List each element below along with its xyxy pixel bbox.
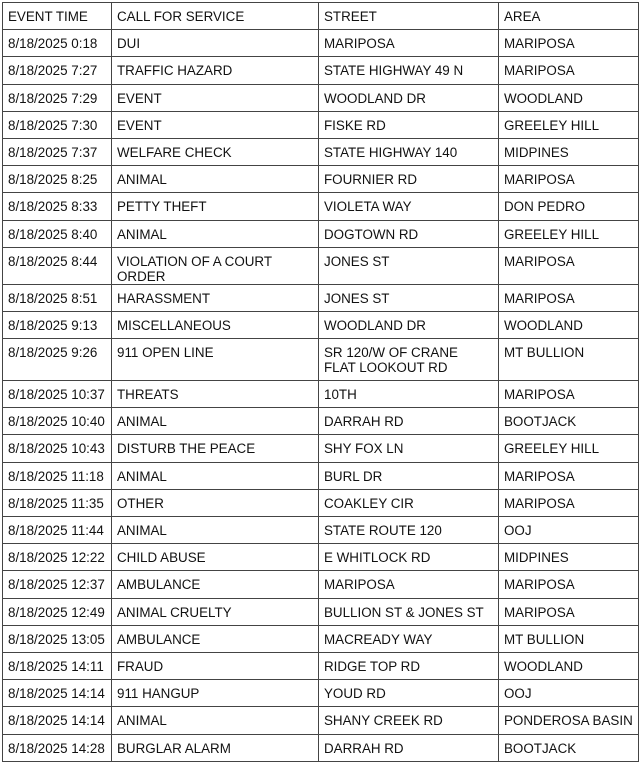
cell-area: MARIPOSA xyxy=(499,247,639,284)
cell-event-time: 8/18/2025 8:25 xyxy=(3,166,112,193)
cell-area: BOOTJACK xyxy=(499,734,639,761)
cell-call-for-service: AMBULANCE xyxy=(112,625,319,652)
cell-event-time: 8/18/2025 8:44 xyxy=(3,247,112,284)
table-row xyxy=(3,311,639,338)
header-event-time: EVENT TIME xyxy=(3,3,112,30)
cell-call-for-service: EVENT xyxy=(112,111,319,138)
cell-event-time: 8/18/2025 7:30 xyxy=(3,111,112,138)
cell-call-for-service: ANIMAL xyxy=(112,707,319,734)
cell-call-for-service: ANIMAL xyxy=(112,408,319,435)
cell-call-for-service: DISTURB THE PEACE xyxy=(112,435,319,462)
cell-event-time: 8/18/2025 13:05 xyxy=(3,625,112,652)
table-row xyxy=(3,284,639,311)
call-log-table xyxy=(2,2,639,762)
cell-area: OOJ xyxy=(499,680,639,707)
cell-event-time: 8/18/2025 10:40 xyxy=(3,408,112,435)
cell-call-for-service: DUI xyxy=(112,30,319,57)
table-row xyxy=(3,544,639,571)
cell-area: MARIPOSA xyxy=(499,284,639,311)
table-row xyxy=(3,598,639,625)
cell-event-time: 8/18/2025 11:35 xyxy=(3,489,112,516)
table-row xyxy=(3,138,639,165)
cell-event-time: 8/18/2025 10:37 xyxy=(3,381,112,408)
cell-call-for-service: OTHER xyxy=(112,489,319,516)
table-row xyxy=(3,680,639,707)
cell-area: MARIPOSA xyxy=(499,489,639,516)
table-row xyxy=(3,84,639,111)
cell-street: SR 120/W OF CRANE FLAT LOOKOUT RD xyxy=(319,339,499,381)
cell-event-time: 8/18/2025 7:29 xyxy=(3,84,112,111)
cell-call-for-service: 911 OPEN LINE xyxy=(112,339,319,381)
table-row xyxy=(3,517,639,544)
cell-event-time: 8/18/2025 8:51 xyxy=(3,284,112,311)
cell-event-time: 8/18/2025 7:27 xyxy=(3,57,112,84)
table-row xyxy=(3,247,639,284)
cell-street: E WHITLOCK RD xyxy=(319,544,499,571)
cell-street: COAKLEY CIR xyxy=(319,489,499,516)
cell-area: GREELEY HILL xyxy=(499,220,639,247)
cell-area: MT BULLION xyxy=(499,339,639,381)
cell-street: FISKE RD xyxy=(319,111,499,138)
cell-event-time: 8/18/2025 14:28 xyxy=(3,734,112,761)
cell-call-for-service: THREATS xyxy=(112,381,319,408)
cell-area: MARIPOSA xyxy=(499,57,639,84)
cell-street: DARRAH RD xyxy=(319,408,499,435)
table-row xyxy=(3,193,639,220)
table-row xyxy=(3,571,639,598)
cell-event-time: 8/18/2025 12:37 xyxy=(3,571,112,598)
table-row xyxy=(3,339,639,381)
table-row xyxy=(3,625,639,652)
cell-call-for-service: ANIMAL xyxy=(112,220,319,247)
header-call-for-service: CALL FOR SERVICE xyxy=(112,3,319,30)
table-row xyxy=(3,111,639,138)
cell-area: OOJ xyxy=(499,517,639,544)
cell-call-for-service: ANIMAL xyxy=(112,166,319,193)
cell-street: FOURNIER RD xyxy=(319,166,499,193)
cell-area: MARIPOSA xyxy=(499,571,639,598)
table-row xyxy=(3,462,639,489)
table-row xyxy=(3,435,639,462)
cell-event-time: 8/18/2025 14:14 xyxy=(3,680,112,707)
cell-street: WOODLAND DR xyxy=(319,84,499,111)
cell-event-time: 8/18/2025 12:49 xyxy=(3,598,112,625)
cell-event-time: 8/18/2025 11:18 xyxy=(3,462,112,489)
cell-street: WOODLAND DR xyxy=(319,311,499,338)
cell-event-time: 8/18/2025 9:26 xyxy=(3,339,112,381)
cell-street: BULLION ST & JONES ST xyxy=(319,598,499,625)
cell-street: YOUD RD xyxy=(319,680,499,707)
cell-event-time: 8/18/2025 10:43 xyxy=(3,435,112,462)
cell-street: SHANY CREEK RD xyxy=(319,707,499,734)
cell-area: WOODLAND xyxy=(499,311,639,338)
cell-area: GREELEY HILL xyxy=(499,111,639,138)
cell-call-for-service: EVENT xyxy=(112,84,319,111)
cell-area: DON PEDRO xyxy=(499,193,639,220)
table-row xyxy=(3,652,639,679)
cell-event-time: 8/18/2025 9:13 xyxy=(3,311,112,338)
table-row xyxy=(3,220,639,247)
cell-call-for-service: HARASSMENT xyxy=(112,284,319,311)
cell-area: BOOTJACK xyxy=(499,408,639,435)
cell-street: JONES ST xyxy=(319,247,499,284)
cell-call-for-service: 911 HANGUP xyxy=(112,680,319,707)
cell-area: PONDEROSA BASIN xyxy=(499,707,639,734)
cell-event-time: 8/18/2025 0:18 xyxy=(3,30,112,57)
cell-street: MARIPOSA xyxy=(319,30,499,57)
cell-area: GREELEY HILL xyxy=(499,435,639,462)
cell-area: MIDPINES xyxy=(499,544,639,571)
cell-area: MARIPOSA xyxy=(499,30,639,57)
cell-call-for-service: VIOLATION OF A COURT ORDER xyxy=(112,247,319,284)
cell-event-time: 8/18/2025 14:11 xyxy=(3,652,112,679)
cell-street: VIOLETA WAY xyxy=(319,193,499,220)
cell-street: BURL DR xyxy=(319,462,499,489)
cell-event-time: 8/18/2025 14:14 xyxy=(3,707,112,734)
cell-call-for-service: ANIMAL xyxy=(112,462,319,489)
table-row xyxy=(3,707,639,734)
cell-event-time: 8/18/2025 11:44 xyxy=(3,517,112,544)
cell-area: MT BULLION xyxy=(499,625,639,652)
cell-call-for-service: FRAUD xyxy=(112,652,319,679)
cell-area: MIDPINES xyxy=(499,138,639,165)
cell-street: DARRAH RD xyxy=(319,734,499,761)
cell-street: MACREADY WAY xyxy=(319,625,499,652)
cell-event-time: 8/18/2025 8:40 xyxy=(3,220,112,247)
header-area: AREA xyxy=(499,3,639,30)
cell-street: SHY FOX LN xyxy=(319,435,499,462)
table-row xyxy=(3,734,639,761)
cell-call-for-service: PETTY THEFT xyxy=(112,193,319,220)
cell-call-for-service: MISCELLANEOUS xyxy=(112,311,319,338)
cell-event-time: 8/18/2025 8:33 xyxy=(3,193,112,220)
cell-street: MARIPOSA xyxy=(319,571,499,598)
cell-street: DOGTOWN RD xyxy=(319,220,499,247)
cell-street: RIDGE TOP RD xyxy=(319,652,499,679)
table-row xyxy=(3,381,639,408)
header-row xyxy=(3,3,639,30)
cell-area: MARIPOSA xyxy=(499,598,639,625)
cell-call-for-service: CHILD ABUSE xyxy=(112,544,319,571)
cell-call-for-service: ANIMAL CRUELTY xyxy=(112,598,319,625)
cell-call-for-service: BURGLAR ALARM xyxy=(112,734,319,761)
header-street: STREET xyxy=(319,3,499,30)
cell-area: WOODLAND xyxy=(499,652,639,679)
cell-area: MARIPOSA xyxy=(499,462,639,489)
cell-street: STATE ROUTE 120 xyxy=(319,517,499,544)
cell-call-for-service: ANIMAL xyxy=(112,517,319,544)
table-row xyxy=(3,489,639,516)
cell-call-for-service: WELFARE CHECK xyxy=(112,138,319,165)
cell-street: 10TH xyxy=(319,381,499,408)
cell-call-for-service: TRAFFIC HAZARD xyxy=(112,57,319,84)
cell-area: MARIPOSA xyxy=(499,381,639,408)
cell-street: JONES ST xyxy=(319,284,499,311)
table-row xyxy=(3,57,639,84)
cell-event-time: 8/18/2025 12:22 xyxy=(3,544,112,571)
cell-call-for-service: AMBULANCE xyxy=(112,571,319,598)
cell-area: MARIPOSA xyxy=(499,166,639,193)
cell-event-time: 8/18/2025 7:37 xyxy=(3,138,112,165)
table-row xyxy=(3,30,639,57)
table-row xyxy=(3,408,639,435)
table-row xyxy=(3,166,639,193)
cell-area: WOODLAND xyxy=(499,84,639,111)
cell-street: STATE HIGHWAY 140 xyxy=(319,138,499,165)
cell-street: STATE HIGHWAY 49 N xyxy=(319,57,499,84)
